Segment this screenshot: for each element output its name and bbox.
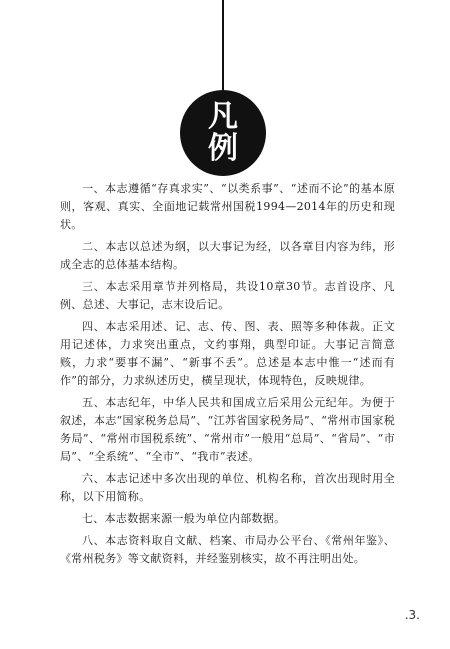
paragraph-5: 五、本志纪年，中华人民共和国成立后采用公元纪年。为便于叙述，本志“国家税务总局”、“江苏省国家税务局”、“常州市国家税务局”、“常州市国税系统”、“常州市”一般用“总局”、“省局”、“市局”、“全系统”、“全市”、“我市”表述。 bbox=[60, 396, 395, 463]
paragraph-7: 七、本志数据来源一般为单位内部数据。 bbox=[82, 512, 286, 525]
paragraph-1: 一、本志遵循“存真求实”、“以类系事”、“述而不论”的基本原则，客观、真实、全面地记载常州国税1994—2014年的历史和现状。 bbox=[60, 182, 395, 231]
decorative-vertical-line bbox=[222, 0, 224, 96]
paragraph-3: 三、本志采用章节并列格局，共设10章30节。志首设序、凡例、总述、大事记，志末设后记。 bbox=[60, 280, 395, 311]
paragraph-6: 六、本志记述中多次出现的单位、机构名称，首次出现时用全称，以下用简称。 bbox=[60, 472, 395, 503]
title-char-2: 例 bbox=[208, 131, 238, 166]
paragraph-8: 八、本志资料取自文献、档案、市局办公平台、《常州年鉴》、《常州税务》等文献资料，并经鉴别核实，故不再注明出处。 bbox=[60, 534, 395, 565]
title-char-1: 凡 bbox=[208, 99, 238, 134]
page-number: .3. bbox=[404, 608, 420, 622]
title-badge bbox=[180, 90, 266, 176]
paragraph-4: 四、本志采用述、记、志、传、图、表、照等多种体裁。正文用记述体，力求突出重点，文约事翔，典型印证。大事记言简意赅，力求“要事不漏”、“新事不丢”。总述是本志中惟一“述而有作”的部分，力求纵述历史，横呈现状，体现特色，反映规律。 bbox=[60, 320, 395, 387]
paragraph-2: 二、本志以总述为纲，以大事记为经，以各章目内容为纬，形成全志的总体基本结构。 bbox=[60, 240, 395, 271]
body-text bbox=[60, 180, 395, 572]
